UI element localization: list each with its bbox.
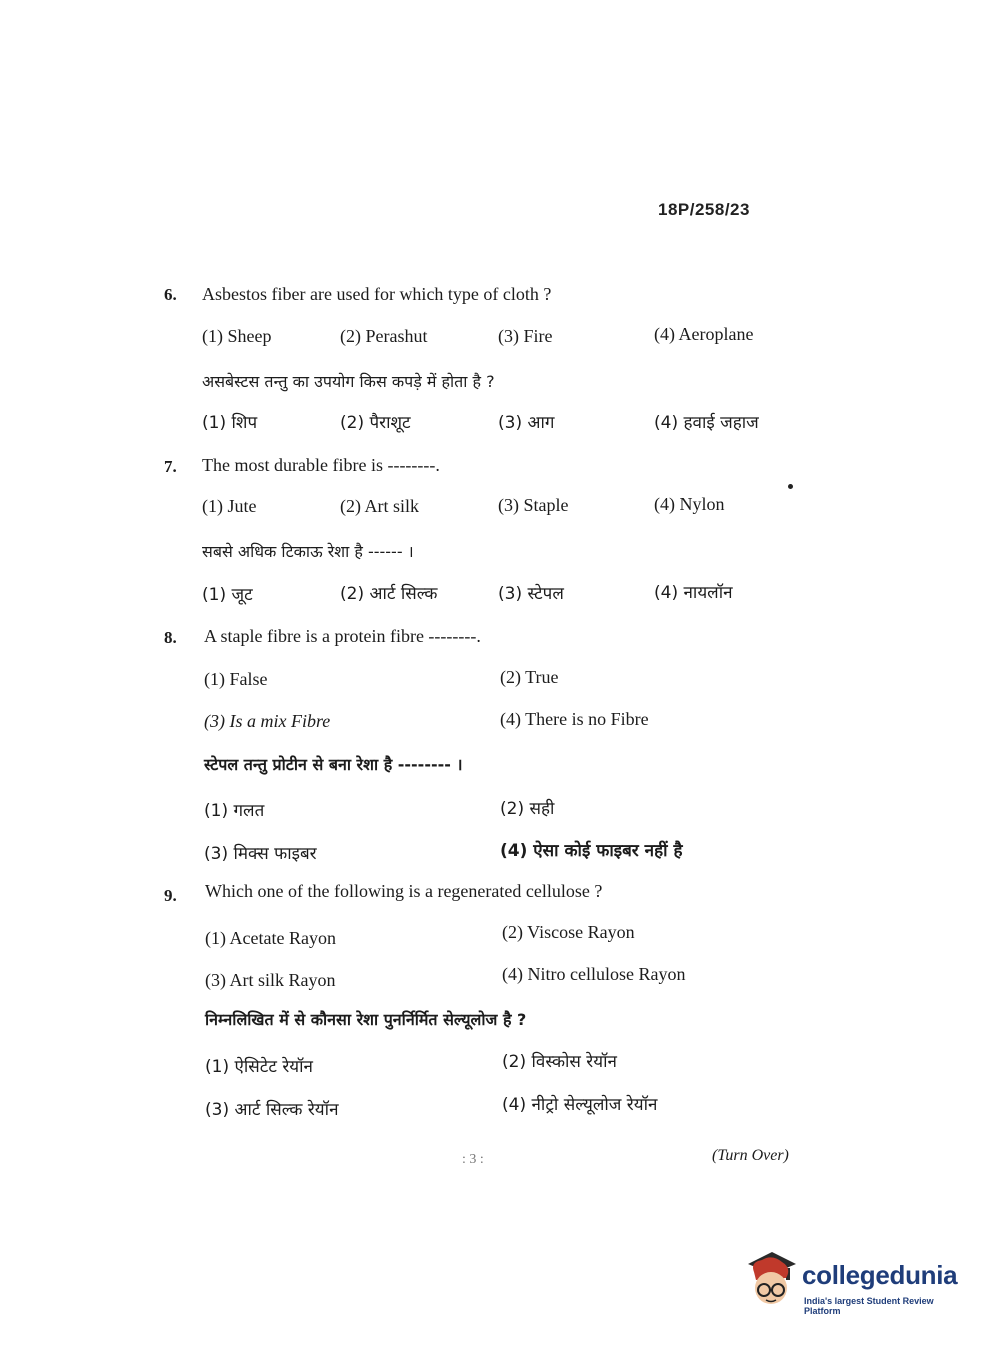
option-4-en: (4) Nitro cellulose Rayon	[502, 964, 686, 984]
option-3-hi: (3) आग	[498, 413, 555, 433]
question-text-en: Which one of the following is a regenerated cellulose ?	[205, 881, 603, 901]
option-1-hi: (1) जूट	[202, 585, 253, 605]
option-1-en: (1) Acetate Rayon	[205, 928, 336, 948]
collegedunia-watermark	[742, 1250, 972, 1320]
option-4-hi: (4) ऐसा कोई फाइबर नहीं है	[500, 841, 683, 861]
option-3-en: (3) Art silk Rayon	[205, 970, 336, 990]
option-3-hi: (3) स्टेपल	[498, 584, 564, 604]
option-4-en: (4) Aeroplane	[654, 324, 754, 344]
option-4-en: (4) Nylon	[654, 494, 725, 514]
question-number: 7.	[164, 457, 177, 476]
option-2-hi: (2) पैराशूट	[340, 413, 411, 433]
option-2-hi: (2) आर्ट सिल्क	[340, 584, 438, 604]
option-4-hi: (4) नीट्रो सेल्यूलोज रेयॉन	[502, 1095, 658, 1115]
question-text-hi: स्टेपल तन्तु प्रोटीन से बना रेशा है -------- ।	[204, 755, 463, 774]
stray-dot	[788, 484, 793, 489]
option-1-en: (1) Sheep	[202, 326, 272, 346]
brand-tagline: India's largest Student Review Platform	[804, 1296, 934, 1316]
question-text-hi: निम्नलिखित में से कौनसा रेशा पुनर्निर्मित सेल्यूलोज है ?	[205, 1010, 527, 1029]
mascot-icon	[742, 1250, 800, 1312]
option-2-en: (2) Art silk	[340, 496, 419, 516]
option-1-en: (1) Jute	[202, 496, 257, 516]
option-1-hi: (1) शिप	[202, 413, 258, 433]
question-number: 9.	[164, 886, 177, 905]
option-2-en: (2) Perashut	[340, 326, 428, 346]
option-3-en: (3) Fire	[498, 326, 553, 346]
turn-over-label: (Turn Over)	[712, 1147, 789, 1164]
option-2-en: (2) Viscose Rayon	[502, 922, 635, 942]
option-4-hi: (4) हवाई जहाज	[654, 413, 759, 433]
option-3-en: (3) Staple	[498, 495, 569, 515]
question-text-hi: असबेस्टस तन्तु का उपयोग किस कपड़े में होता है ?	[202, 372, 495, 391]
option-3-hi: (3) मिक्स फाइबर	[204, 844, 317, 864]
question-text-hi: सबसे अधिक टिकाऊ रेशा है ------ ।	[202, 542, 414, 561]
option-3-hi: (3) आर्ट सिल्क रेयॉन	[205, 1100, 339, 1120]
option-2-hi: (2) विस्कोस रेयॉन	[502, 1052, 617, 1072]
option-1-hi: (1) ऐसिटेट रेयॉन	[205, 1057, 313, 1077]
question-number: 6.	[164, 285, 177, 304]
question-text-en: A staple fibre is a protein fibre --------.	[204, 626, 481, 646]
option-2-hi: (2) सही	[500, 799, 555, 819]
question-text-en: The most durable fibre is --------.	[202, 455, 440, 475]
page-number: : 3 :	[462, 1152, 484, 1167]
brand-name: collegedunia	[802, 1260, 958, 1290]
question-number: 8.	[164, 628, 177, 647]
option-1-en: (1) False	[204, 669, 268, 689]
option-1-hi: (1) गलत	[204, 801, 265, 821]
question-text-en: Asbestos fiber are used for which type of cloth ?	[202, 284, 552, 304]
option-4-hi: (4) नायलॉन	[654, 583, 733, 603]
paper-code: 18P/258/23	[658, 200, 750, 219]
option-3-en: (3) Is a mix Fibre	[204, 711, 331, 731]
option-4-en: (4) There is no Fibre	[500, 709, 649, 729]
option-2-en: (2) True	[500, 667, 559, 687]
